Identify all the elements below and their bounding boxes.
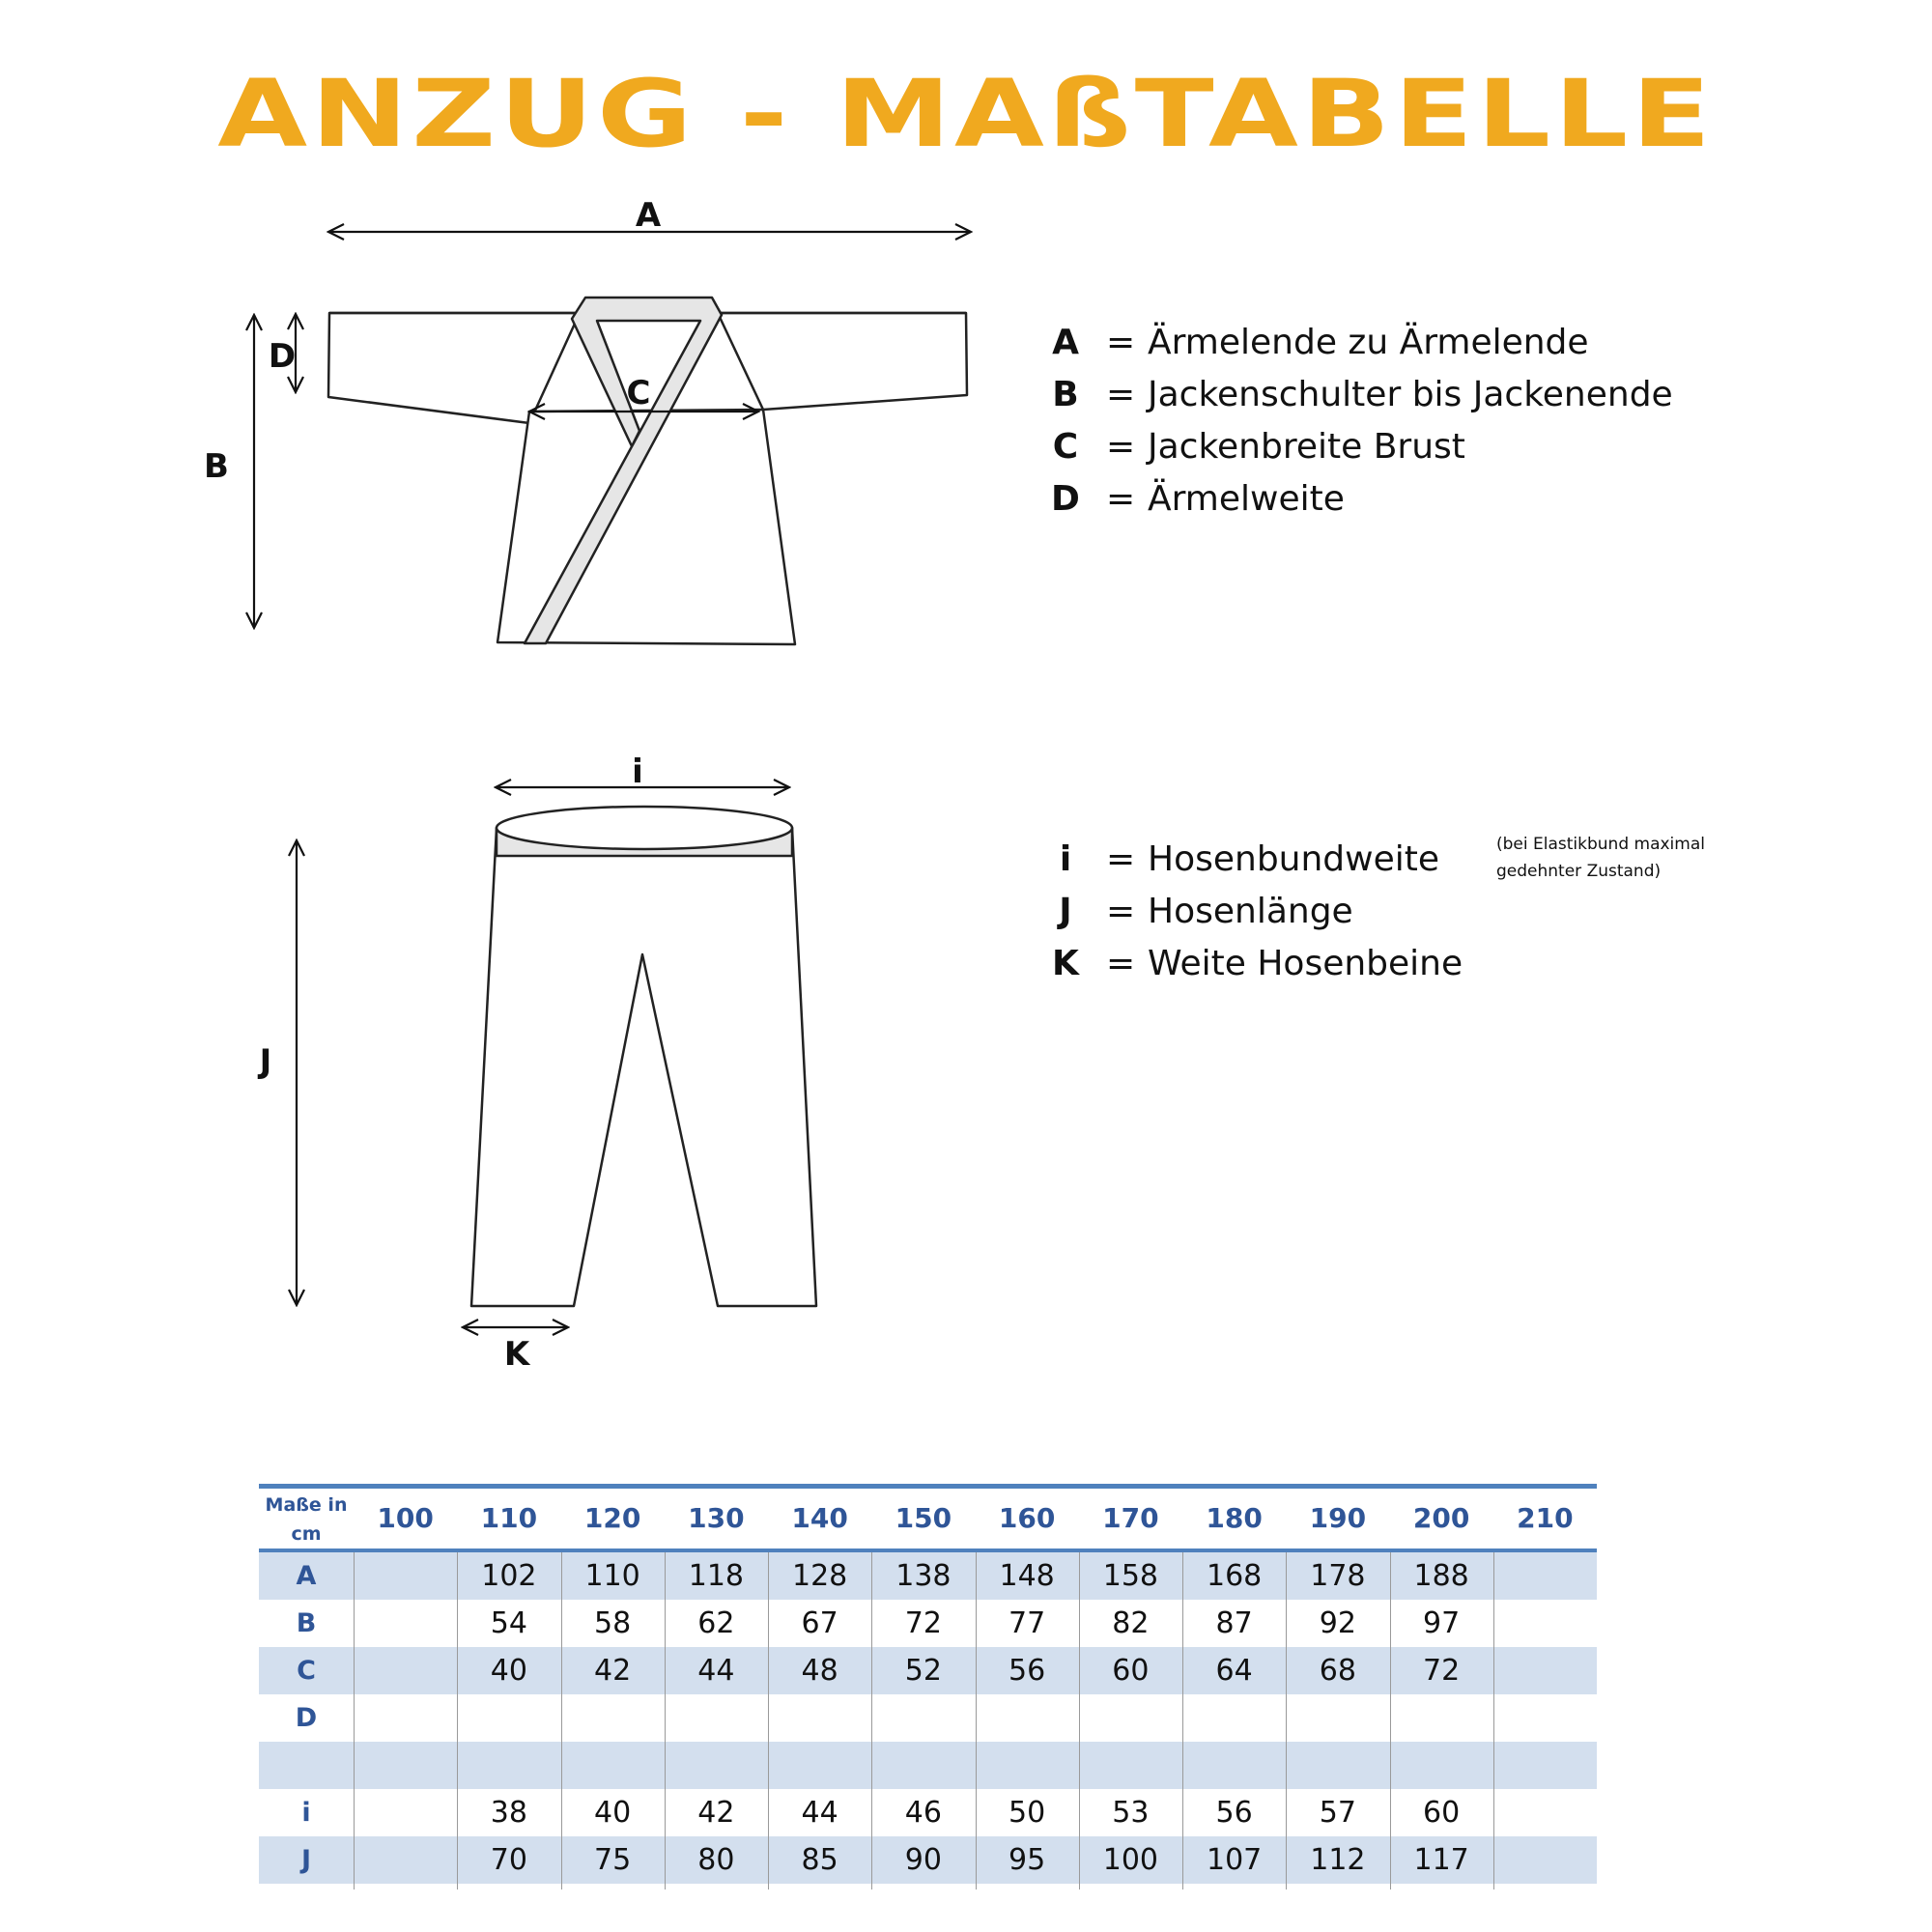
table-cell: 102 xyxy=(481,1559,537,1593)
table-column-divider xyxy=(665,1552,666,1889)
legend-key: A xyxy=(1052,323,1079,362)
legend-key: J xyxy=(1059,892,1072,931)
table-cell: 107 xyxy=(1206,1843,1263,1877)
table-column-header: 180 xyxy=(1206,1502,1263,1534)
label-d: D xyxy=(268,337,297,376)
table-cell: 58 xyxy=(594,1606,632,1640)
legend-equals: = xyxy=(1106,375,1136,414)
table-cell xyxy=(354,1552,457,1600)
table-column-header: 100 xyxy=(377,1502,434,1534)
label-i: i xyxy=(632,753,643,791)
table-cell: 82 xyxy=(1112,1606,1150,1640)
legend-key: D xyxy=(1051,479,1080,519)
table-cell: 117 xyxy=(1413,1843,1469,1877)
table-column-divider xyxy=(561,1552,562,1889)
table-cell: 67 xyxy=(801,1606,838,1640)
table-column-divider xyxy=(1286,1552,1287,1889)
table-cell: 57 xyxy=(1319,1796,1356,1830)
table-corner-label xyxy=(259,1489,354,1550)
jacket-drawing xyxy=(328,313,967,644)
table-cell: 62 xyxy=(697,1606,735,1640)
table-cell xyxy=(665,1694,768,1742)
table-cell xyxy=(561,1694,665,1742)
table-cell: 60 xyxy=(1423,1796,1461,1830)
table-row xyxy=(259,1600,1597,1647)
table-cell xyxy=(1390,1694,1493,1742)
table-cell: 92 xyxy=(1319,1606,1356,1640)
legend-equals: = xyxy=(1106,839,1136,879)
label-b: B xyxy=(204,447,229,486)
table-cell xyxy=(1493,1742,1597,1789)
table-cell xyxy=(1493,1552,1597,1600)
legend-equals: = xyxy=(1106,944,1136,983)
table-cell: 90 xyxy=(904,1843,942,1877)
table-cell xyxy=(354,1600,457,1647)
table-cell: 95 xyxy=(1009,1843,1046,1877)
table-cell xyxy=(976,1694,1079,1742)
table-cell xyxy=(768,1742,871,1789)
table-cell: 56 xyxy=(1009,1654,1046,1688)
table-cell xyxy=(354,1647,457,1694)
table-cell xyxy=(1079,1694,1182,1742)
table-cell: 46 xyxy=(904,1796,942,1830)
legend-text: Jackenbreite Brust xyxy=(1148,427,1465,467)
table-row-label: B xyxy=(296,1608,317,1638)
table-header-row xyxy=(259,1489,1597,1548)
table-cell: 70 xyxy=(490,1843,527,1877)
pants-drawing xyxy=(471,807,816,1306)
legend-equals: = xyxy=(1106,892,1136,931)
table-cell xyxy=(1182,1742,1286,1789)
table-cell xyxy=(871,1694,975,1742)
legend-equals: = xyxy=(1106,427,1136,467)
legend-text: Hosenlänge xyxy=(1148,892,1353,931)
table-column-header: 190 xyxy=(1309,1502,1367,1534)
legend-key: B xyxy=(1052,375,1079,414)
table-cell xyxy=(457,1742,560,1789)
label-c: C xyxy=(626,374,651,412)
legend-equals: = xyxy=(1106,479,1136,519)
table-cell xyxy=(457,1694,560,1742)
table-cell: 110 xyxy=(584,1559,640,1593)
table-cell xyxy=(976,1742,1079,1789)
table-cell: 68 xyxy=(1319,1654,1356,1688)
table-row xyxy=(259,1789,1597,1836)
table-cell xyxy=(1390,1742,1493,1789)
table-cell xyxy=(665,1742,768,1789)
table-row-label: C xyxy=(297,1656,316,1686)
corner-label-line: Maße in xyxy=(265,1494,348,1516)
table-cell: 38 xyxy=(490,1796,527,1830)
table-cell: 118 xyxy=(688,1559,744,1593)
table-cell: 168 xyxy=(1206,1559,1263,1593)
table-cell xyxy=(1079,1742,1182,1789)
table-cell xyxy=(1286,1694,1389,1742)
waistband-note-line: (bei Elastikbund maximal xyxy=(1496,835,1705,854)
legend-text: Hosenbundweite xyxy=(1148,839,1440,879)
table-cell: 77 xyxy=(1009,1606,1046,1640)
table-row-label: J xyxy=(300,1845,312,1875)
table-cell: 40 xyxy=(594,1796,632,1830)
waistband-note xyxy=(1496,831,1728,885)
table-column-header: 170 xyxy=(1102,1502,1159,1534)
table-cell: 75 xyxy=(594,1843,632,1877)
table-cell xyxy=(354,1694,457,1742)
table-cell: 87 xyxy=(1215,1606,1253,1640)
table-cell xyxy=(354,1742,457,1789)
table-column-header: 140 xyxy=(791,1502,848,1534)
table-column-divider xyxy=(1079,1552,1080,1889)
table-row xyxy=(259,1694,1597,1742)
table-column-divider xyxy=(1182,1552,1183,1889)
table-cell xyxy=(1493,1836,1597,1884)
table-cell: 64 xyxy=(1215,1654,1253,1688)
table-cell: 42 xyxy=(594,1654,632,1688)
table-cell xyxy=(1182,1694,1286,1742)
table-column-header: 210 xyxy=(1517,1502,1574,1534)
table-cell: 53 xyxy=(1112,1796,1150,1830)
table-column-divider xyxy=(871,1552,872,1889)
table-row-label xyxy=(259,1742,354,1789)
table-cell xyxy=(354,1836,457,1884)
table-cell xyxy=(1493,1600,1597,1647)
table-cell: 56 xyxy=(1215,1796,1253,1830)
table-row xyxy=(259,1552,1597,1600)
table-cell xyxy=(871,1742,975,1789)
legend-text: Weite Hosenbeine xyxy=(1148,944,1463,983)
table-cell xyxy=(354,1789,457,1836)
table-cell: 60 xyxy=(1112,1654,1150,1688)
table-cell: 100 xyxy=(1102,1843,1158,1877)
label-k: K xyxy=(503,1335,530,1374)
table-cell: 85 xyxy=(801,1843,838,1877)
waistband-note-line: gedehnter Zustand) xyxy=(1496,862,1662,881)
table-cell: 112 xyxy=(1310,1843,1366,1877)
table-column-divider xyxy=(354,1552,355,1889)
size-table xyxy=(259,1484,1597,1889)
table-cell: 40 xyxy=(490,1654,527,1688)
table-cell: 42 xyxy=(697,1796,735,1830)
table-column-header: 130 xyxy=(688,1502,745,1534)
table-cell: 44 xyxy=(801,1796,838,1830)
table-row-label: D xyxy=(295,1703,318,1733)
table-column-header: 200 xyxy=(1412,1502,1470,1534)
table-cell: 52 xyxy=(904,1654,942,1688)
table-cell: 72 xyxy=(1423,1654,1461,1688)
table-cell: 48 xyxy=(801,1654,838,1688)
table-cell: 44 xyxy=(697,1654,735,1688)
legend-equals: = xyxy=(1106,323,1136,362)
legend-key: C xyxy=(1052,427,1079,467)
table-cell xyxy=(1493,1647,1597,1694)
table-cell: 128 xyxy=(791,1559,848,1593)
table-cell xyxy=(561,1742,665,1789)
label-a: A xyxy=(635,196,662,235)
table-row xyxy=(259,1836,1597,1884)
table-row-label: A xyxy=(296,1561,317,1591)
table-cell xyxy=(768,1694,871,1742)
page-title: ANZUG - MAßTABELLE xyxy=(217,60,1715,168)
table-cell: 188 xyxy=(1413,1559,1469,1593)
table-cell: 54 xyxy=(490,1606,527,1640)
corner-label-line: cm xyxy=(291,1523,322,1545)
label-j: J xyxy=(259,1042,272,1081)
legend-text: Jackenschulter bis Jackenende xyxy=(1148,375,1673,414)
legend-key: K xyxy=(1052,944,1079,983)
table-column-divider xyxy=(1493,1552,1494,1889)
table-row-label: i xyxy=(301,1798,311,1828)
table-cell: 158 xyxy=(1102,1559,1158,1593)
table-cell: 148 xyxy=(999,1559,1055,1593)
legend-text: Ärmelweite xyxy=(1148,479,1345,519)
table-column-divider xyxy=(768,1552,769,1889)
table-column-header: 150 xyxy=(895,1502,952,1534)
table-row xyxy=(259,1647,1597,1694)
table-column-divider xyxy=(457,1552,458,1889)
table-cell: 72 xyxy=(904,1606,942,1640)
table-cell: 80 xyxy=(697,1843,735,1877)
table-cell xyxy=(1493,1694,1597,1742)
table-column-header: 160 xyxy=(998,1502,1056,1534)
table-column-header: 110 xyxy=(480,1502,538,1534)
table-column-divider xyxy=(1390,1552,1391,1889)
table-cell xyxy=(1493,1789,1597,1836)
legend-key: i xyxy=(1059,839,1072,879)
table-cell xyxy=(1286,1742,1389,1789)
legend-text: Ärmelende zu Ärmelende xyxy=(1148,323,1589,362)
table-cell: 138 xyxy=(895,1559,952,1593)
table-column-divider xyxy=(976,1552,977,1889)
table-cell: 50 xyxy=(1009,1796,1046,1830)
table-cell: 178 xyxy=(1310,1559,1366,1593)
table-cell: 97 xyxy=(1423,1606,1461,1640)
table-row xyxy=(259,1742,1597,1789)
table-column-header: 120 xyxy=(583,1502,641,1534)
